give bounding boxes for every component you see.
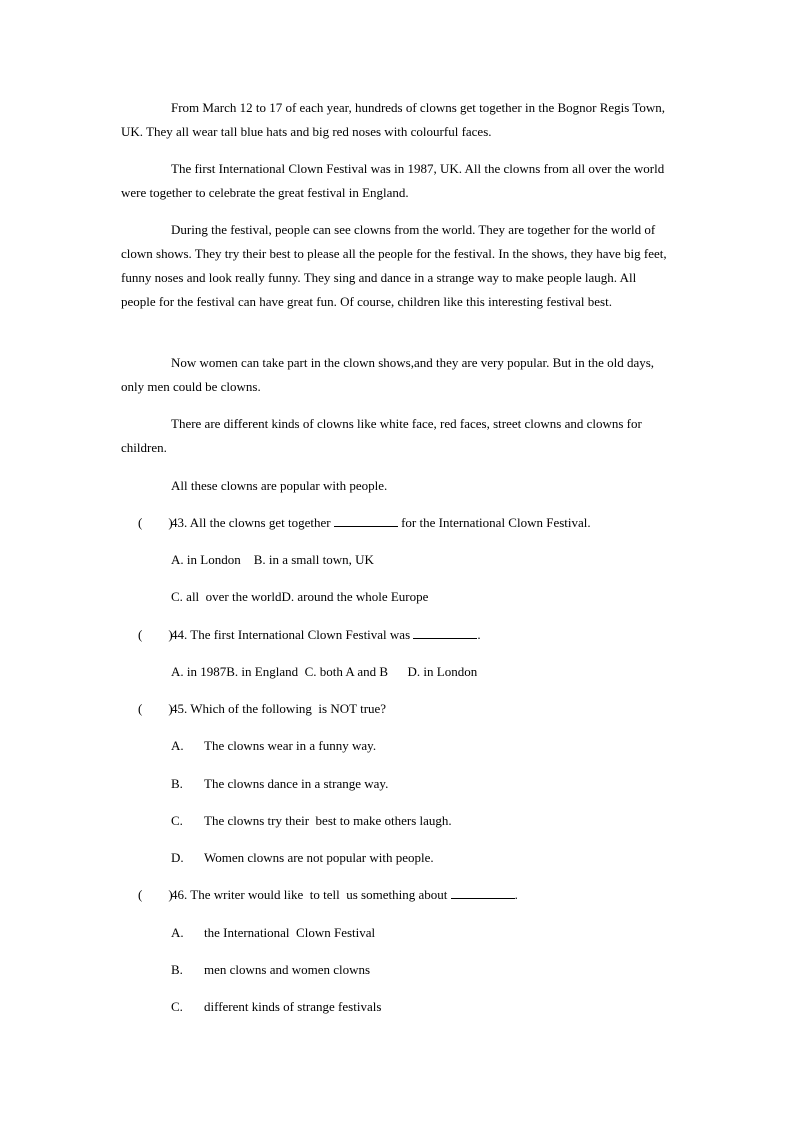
passage-paragraph-3: During the festival, people can see clowns from the world. They are together for the world of clown shows. They try their best to please all the people for the festival. In the shows, they have big feet, funny noses and look really funny. They sing and dance in a strange way to make people laugh. All people for the festival can have great fun. Of course, children like this interesting festival best. <box>121 222 667 309</box>
passage-paragraph-2: The first International Clown Festival was in 1987, UK. All the clowns from all over the world were together to celebrate the great festival in England. <box>121 161 665 200</box>
question-text: 45. Which of the following is NOT true? <box>171 701 387 716</box>
option-letter: A. <box>171 738 184 753</box>
option-letter: B. <box>171 776 183 791</box>
answer-paren: ( ) <box>138 515 173 530</box>
option-letter: A. <box>171 925 184 940</box>
question-text-after: . <box>514 887 518 902</box>
option-letter: B. <box>171 962 183 977</box>
question-text <box>171 627 481 643</box>
passage-paragraph-1: From March 12 to 17 of each year, hundreds of clowns get together in the Bognor Regis Town, UK. They all wear tall blue hats and big red noses with colourful faces. <box>121 100 666 139</box>
option-text: different kinds of strange festivals <box>204 999 382 1014</box>
answer-blank <box>334 515 398 527</box>
option-text: Women clowns are not popular with people. <box>204 850 434 865</box>
answer-blank <box>451 887 515 899</box>
option-text: men clowns and women clowns <box>204 962 371 977</box>
question-text-after: . <box>477 627 481 642</box>
answer-paren: ( ) <box>138 887 173 902</box>
option-text: The clowns wear in a funny way. <box>204 738 377 753</box>
options-line: A. in London B. in a small town, UK <box>171 552 374 567</box>
option-text: The clowns try their best to make others laugh. <box>204 813 452 828</box>
options-line: A. in 1987B. in England C. both A and B D. in London <box>171 664 478 679</box>
option-text: the International Clown Festival <box>204 925 376 940</box>
option-letter: C. <box>171 999 183 1014</box>
question-text-after: for the International Clown Festival. <box>401 515 591 530</box>
question-text-before: 44. The first International Clown Festival was <box>171 627 411 642</box>
question-text <box>171 887 518 903</box>
answer-paren: ( ) <box>138 701 173 716</box>
option-text: The clowns dance in a strange way. <box>204 776 389 791</box>
question-text-before: 46. The writer would like to tell us something about <box>171 887 448 902</box>
options-line: C. all over the worldD. around the whole Europe <box>171 589 429 604</box>
passage-paragraph-6: All these clowns are popular with people. <box>171 478 388 493</box>
passage-paragraph-4: Now women can take part in the clown shows,and they are very popular. But in the old days, only men could be clowns. <box>121 355 655 394</box>
answer-blank <box>413 627 477 639</box>
question-text <box>171 515 591 531</box>
passage-paragraph-5: There are different kinds of clowns like white face, red faces, street clowns and clowns for children. <box>121 416 642 455</box>
option-letter: D. <box>171 850 184 865</box>
option-letter: C. <box>171 813 183 828</box>
answer-paren: ( ) <box>138 627 173 642</box>
question-text-before: 43. All the clowns get together <box>171 515 331 530</box>
